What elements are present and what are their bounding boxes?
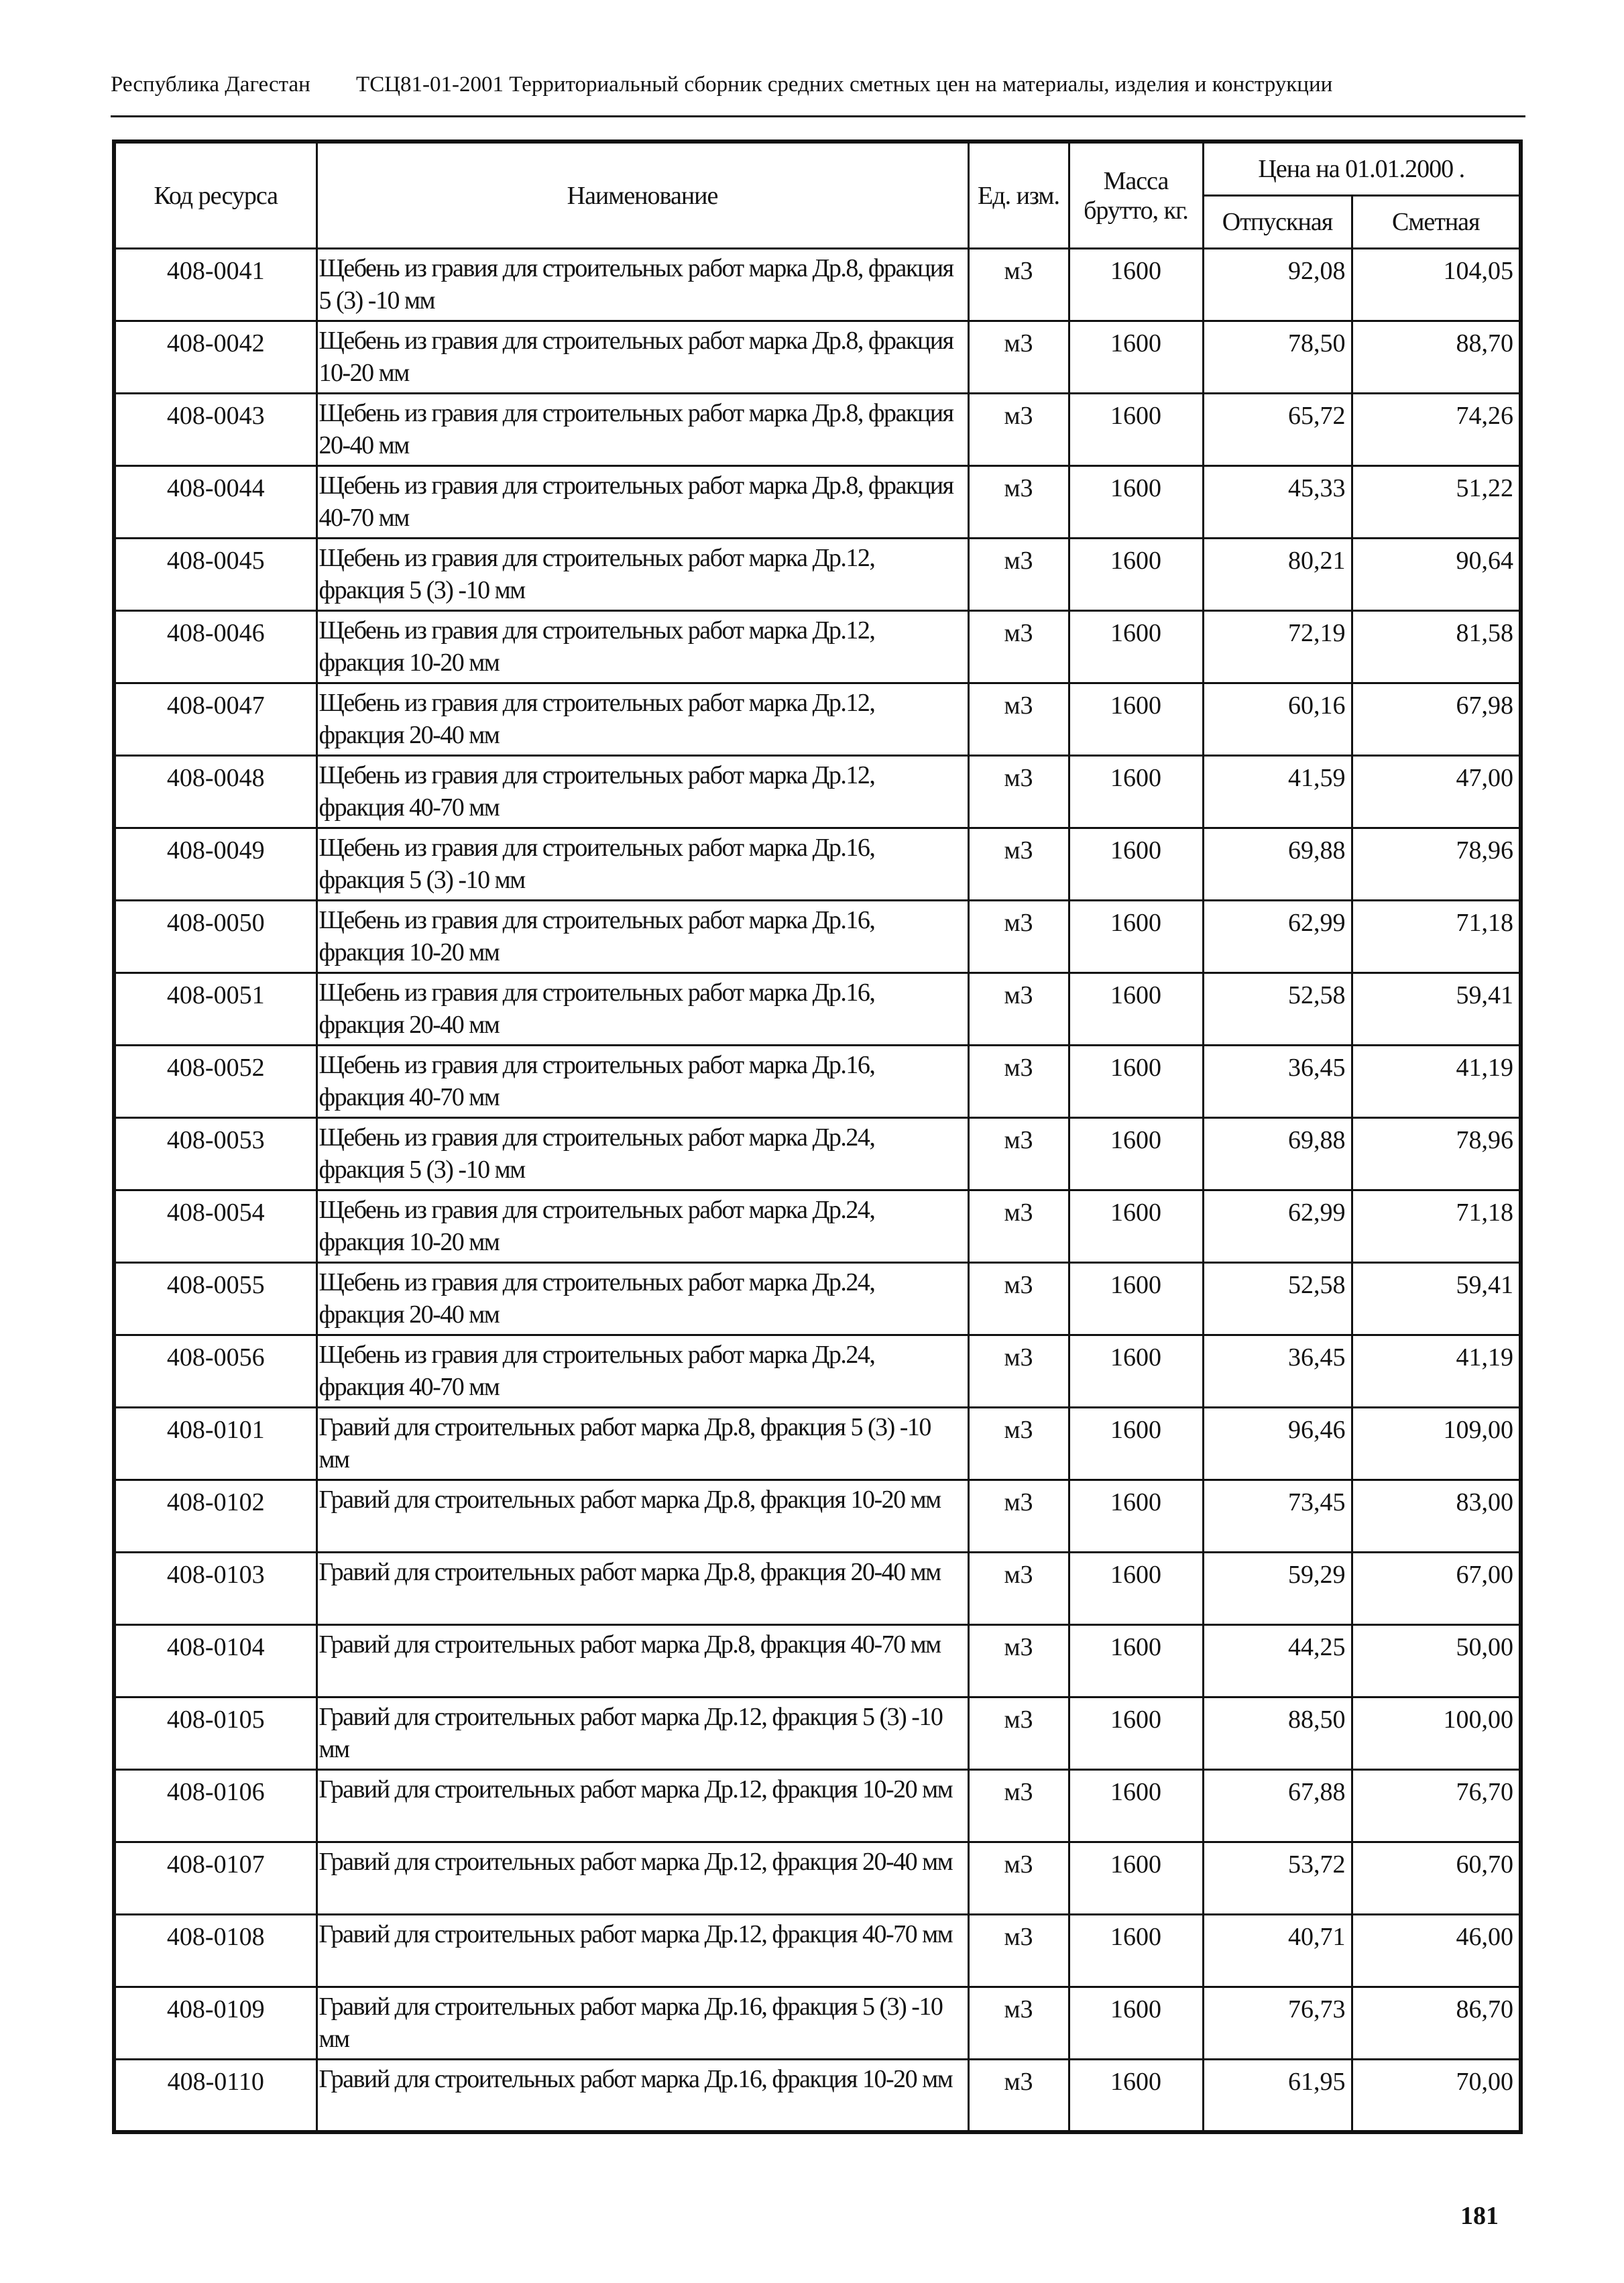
cell-estimate-price: 41,19 [1352,1046,1521,1118]
cell-code: 408-0046 [114,611,316,683]
table-row [114,1625,1521,1697]
cell-code: 408-0108 [114,1915,316,1987]
cell-mass: 1600 [1069,1625,1203,1697]
cell-code: 408-0104 [114,1625,316,1697]
cell-code: 408-0102 [114,1480,316,1553]
cell-code: 408-0107 [114,1842,316,1915]
cell-release-price: 60,16 [1203,683,1352,756]
cell-release-price: 72,19 [1203,611,1352,683]
table-row [114,249,1521,321]
price-table [112,140,1523,2134]
cell-release-price: 80,21 [1203,539,1352,611]
cell-release-price: 96,46 [1203,1408,1352,1480]
cell-release-price: 78,50 [1203,321,1352,394]
cell-mass: 1600 [1069,683,1203,756]
cell-code: 408-0056 [114,1335,316,1408]
table-row [114,1915,1521,1987]
cell-unit: м3 [968,611,1069,683]
cell-name: Гравий для строительных работ марка Др.8, фракция 20-40 мм [316,1553,968,1625]
region-name: Республика Дагестан [111,72,310,97]
cell-mass: 1600 [1069,394,1203,466]
cell-mass: 1600 [1069,249,1203,321]
cell-unit: м3 [968,1915,1069,1987]
cell-code: 408-0101 [114,1408,316,1480]
cell-code: 408-0051 [114,973,316,1046]
cell-release-price: 76,73 [1203,1987,1352,2060]
table-row [114,683,1521,756]
table-row [114,1987,1521,2060]
table-row [114,1480,1521,1553]
cell-estimate-price: 100,00 [1352,1697,1521,1770]
cell-unit: м3 [968,394,1069,466]
cell-mass: 1600 [1069,1770,1203,1842]
cell-code: 408-0054 [114,1190,316,1263]
cell-name: Щебень из гравия для строительных работ марка Др.8, фракция 5 (3) -10 мм [316,249,968,321]
cell-unit: м3 [968,2060,1069,2132]
cell-estimate-price: 88,70 [1352,321,1521,394]
table-row [114,539,1521,611]
cell-code: 408-0047 [114,683,316,756]
cell-mass: 1600 [1069,901,1203,973]
cell-unit: м3 [968,1770,1069,1842]
cell-release-price: 62,99 [1203,901,1352,973]
cell-mass: 1600 [1069,1553,1203,1625]
cell-estimate-price: 81,58 [1352,611,1521,683]
table-row [114,1046,1521,1118]
cell-release-price: 67,88 [1203,1770,1352,1842]
cell-estimate-price: 71,18 [1352,1190,1521,1263]
table-header [114,142,1521,249]
cell-name: Щебень из гравия для строительных работ марка Др.12, фракция 20-40 мм [316,683,968,756]
cell-unit: м3 [968,828,1069,901]
header-divider [111,115,1525,117]
cell-estimate-price: 46,00 [1352,1915,1521,1987]
cell-unit: м3 [968,1046,1069,1118]
cell-mass: 1600 [1069,1408,1203,1480]
cell-name: Гравий для строительных работ марка Др.16, фракция 10-20 мм [316,2060,968,2132]
cell-mass: 1600 [1069,321,1203,394]
cell-mass: 1600 [1069,828,1203,901]
cell-name: Гравий для строительных работ марка Др.12, фракция 40-70 мм [316,1915,968,1987]
cell-code: 408-0041 [114,249,316,321]
document-title: ТСЦ81-01-2001 Территориальный сборник средних сметных цен на материалы, изделия и конструкции [356,72,1333,97]
column-header-code: Код ресурса [114,142,316,249]
cell-name: Гравий для строительных работ марка Др.12, фракция 20-40 мм [316,1842,968,1915]
cell-name: Щебень из гравия для строительных работ марка Др.12, фракция 10-20 мм [316,611,968,683]
cell-release-price: 69,88 [1203,828,1352,901]
cell-unit: м3 [968,756,1069,828]
column-header-estimate-price: Сметная [1352,196,1521,249]
cell-code: 408-0049 [114,828,316,901]
cell-unit: м3 [968,1118,1069,1190]
cell-release-price: 45,33 [1203,466,1352,539]
cell-unit: м3 [968,1263,1069,1335]
cell-name: Щебень из гравия для строительных работ марка Др.8, фракция 20-40 мм [316,394,968,466]
cell-mass: 1600 [1069,1118,1203,1190]
cell-release-price: 36,45 [1203,1046,1352,1118]
cell-estimate-price: 109,00 [1352,1408,1521,1480]
cell-code: 408-0106 [114,1770,316,1842]
cell-release-price: 44,25 [1203,1625,1352,1697]
cell-mass: 1600 [1069,1697,1203,1770]
page-number: 181 [1460,2202,1499,2230]
cell-code: 408-0048 [114,756,316,828]
cell-estimate-price: 71,18 [1352,901,1521,973]
table-row [114,901,1521,973]
cell-mass: 1600 [1069,1842,1203,1915]
cell-name: Гравий для строительных работ марка Др.8, фракция 40-70 мм [316,1625,968,1697]
cell-estimate-price: 41,19 [1352,1335,1521,1408]
table-row [114,1118,1521,1190]
column-header-price-group: Цена на 01.01.2000 . [1203,142,1521,196]
table-row [114,321,1521,394]
column-header-name: Наименование [316,142,968,249]
cell-release-price: 36,45 [1203,1335,1352,1408]
table-row [114,394,1521,466]
cell-code: 408-0045 [114,539,316,611]
cell-unit: м3 [968,1625,1069,1697]
cell-code: 408-0050 [114,901,316,973]
cell-release-price: 61,95 [1203,2060,1352,2132]
cell-mass: 1600 [1069,1335,1203,1408]
cell-estimate-price: 70,00 [1352,2060,1521,2132]
cell-estimate-price: 104,05 [1352,249,1521,321]
cell-code: 408-0110 [114,2060,316,2132]
cell-unit: м3 [968,1697,1069,1770]
cell-name: Щебень из гравия для строительных работ марка Др.8, фракция 40-70 мм [316,466,968,539]
cell-release-price: 40,71 [1203,1915,1352,1987]
table-row [114,466,1521,539]
cell-unit: м3 [968,249,1069,321]
cell-estimate-price: 76,70 [1352,1770,1521,1842]
cell-code: 408-0055 [114,1263,316,1335]
cell-estimate-price: 51,22 [1352,466,1521,539]
cell-estimate-price: 60,70 [1352,1842,1521,1915]
cell-mass: 1600 [1069,2060,1203,2132]
table-row [114,1697,1521,1770]
cell-release-price: 92,08 [1203,249,1352,321]
cell-unit: м3 [968,683,1069,756]
cell-code: 408-0044 [114,466,316,539]
cell-estimate-price: 59,41 [1352,1263,1521,1335]
cell-estimate-price: 78,96 [1352,828,1521,901]
cell-release-price: 88,50 [1203,1697,1352,1770]
cell-release-price: 52,58 [1203,1263,1352,1335]
cell-code: 408-0103 [114,1553,316,1625]
cell-mass: 1600 [1069,756,1203,828]
cell-name: Щебень из гравия для строительных работ марка Др.16, фракция 5 (3) -10 мм [316,828,968,901]
cell-name: Щебень из гравия для строительных работ марка Др.12, фракция 5 (3) -10 мм [316,539,968,611]
cell-estimate-price: 47,00 [1352,756,1521,828]
cell-estimate-price: 83,00 [1352,1480,1521,1553]
table-row [114,1190,1521,1263]
cell-release-price: 59,29 [1203,1553,1352,1625]
cell-estimate-price: 90,64 [1352,539,1521,611]
cell-unit: м3 [968,539,1069,611]
cell-estimate-price: 74,26 [1352,394,1521,466]
cell-unit: м3 [968,1553,1069,1625]
cell-unit: м3 [968,466,1069,539]
cell-name: Щебень из гравия для строительных работ марка Др.24, фракция 20-40 мм [316,1263,968,1335]
cell-estimate-price: 59,41 [1352,973,1521,1046]
cell-name: Щебень из гравия для строительных работ марка Др.24, фракция 40-70 мм [316,1335,968,1408]
column-header-release-price: Отпускная [1203,196,1352,249]
column-header-unit: Ед. изм. [968,142,1069,249]
cell-name: Гравий для строительных работ марка Др.12, фракция 5 (3) -10 мм [316,1697,968,1770]
cell-unit: м3 [968,1842,1069,1915]
cell-mass: 1600 [1069,1046,1203,1118]
cell-mass: 1600 [1069,539,1203,611]
cell-release-price: 41,59 [1203,756,1352,828]
cell-mass: 1600 [1069,611,1203,683]
cell-code: 408-0043 [114,394,316,466]
cell-estimate-price: 67,00 [1352,1553,1521,1625]
cell-code: 408-0042 [114,321,316,394]
table-row [114,611,1521,683]
cell-name: Щебень из гравия для строительных работ марка Др.16, фракция 20-40 мм [316,973,968,1046]
cell-name: Щебень из гравия для строительных работ марка Др.16, фракция 40-70 мм [316,1046,968,1118]
table-row [114,1335,1521,1408]
cell-mass: 1600 [1069,1190,1203,1263]
cell-release-price: 73,45 [1203,1480,1352,1553]
cell-name: Гравий для строительных работ марка Др.8, фракция 5 (3) -10 мм [316,1408,968,1480]
cell-mass: 1600 [1069,1480,1203,1553]
cell-unit: м3 [968,1480,1069,1553]
table-row [114,1263,1521,1335]
table-body [114,249,1521,2132]
cell-name: Гравий для строительных работ марка Др.8, фракция 10-20 мм [316,1480,968,1553]
cell-code: 408-0053 [114,1118,316,1190]
cell-name: Щебень из гравия для строительных работ марка Др.12, фракция 40-70 мм [316,756,968,828]
cell-mass: 1600 [1069,1263,1203,1335]
cell-unit: м3 [968,973,1069,1046]
cell-estimate-price: 50,00 [1352,1625,1521,1697]
column-header-mass: Масса брутто, кг. [1069,142,1203,249]
cell-code: 408-0052 [114,1046,316,1118]
cell-estimate-price: 67,98 [1352,683,1521,756]
table-row [114,1408,1521,1480]
cell-name: Щебень из гравия для строительных работ марка Др.24, фракция 10-20 мм [316,1190,968,1263]
cell-name: Гравий для строительных работ марка Др.12, фракция 10-20 мм [316,1770,968,1842]
cell-release-price: 69,88 [1203,1118,1352,1190]
cell-unit: м3 [968,1335,1069,1408]
cell-unit: м3 [968,1190,1069,1263]
cell-unit: м3 [968,321,1069,394]
table-row [114,973,1521,1046]
cell-unit: м3 [968,1408,1069,1480]
cell-unit: м3 [968,901,1069,973]
table-row [114,828,1521,901]
cell-name: Щебень из гравия для строительных работ марка Др.8, фракция 10-20 мм [316,321,968,394]
cell-unit: м3 [968,1987,1069,2060]
cell-code: 408-0109 [114,1987,316,2060]
cell-release-price: 62,99 [1203,1190,1352,1263]
cell-name: Щебень из гравия для строительных работ марка Др.24, фракция 5 (3) -10 мм [316,1118,968,1190]
cell-mass: 1600 [1069,466,1203,539]
table-row [114,756,1521,828]
table-row [114,1770,1521,1842]
cell-estimate-price: 86,70 [1352,1987,1521,2060]
cell-release-price: 53,72 [1203,1842,1352,1915]
cell-estimate-price: 78,96 [1352,1118,1521,1190]
cell-release-price: 52,58 [1203,973,1352,1046]
cell-release-price: 65,72 [1203,394,1352,466]
table-row [114,1553,1521,1625]
cell-code: 408-0105 [114,1697,316,1770]
page-header [111,72,1525,97]
cell-mass: 1600 [1069,1987,1203,2060]
cell-name: Гравий для строительных работ марка Др.16, фракция 5 (3) -10 мм [316,1987,968,2060]
cell-mass: 1600 [1069,1915,1203,1987]
cell-name: Щебень из гравия для строительных работ марка Др.16, фракция 10-20 мм [316,901,968,973]
table-row [114,2060,1521,2132]
cell-mass: 1600 [1069,973,1203,1046]
table-row [114,1842,1521,1915]
